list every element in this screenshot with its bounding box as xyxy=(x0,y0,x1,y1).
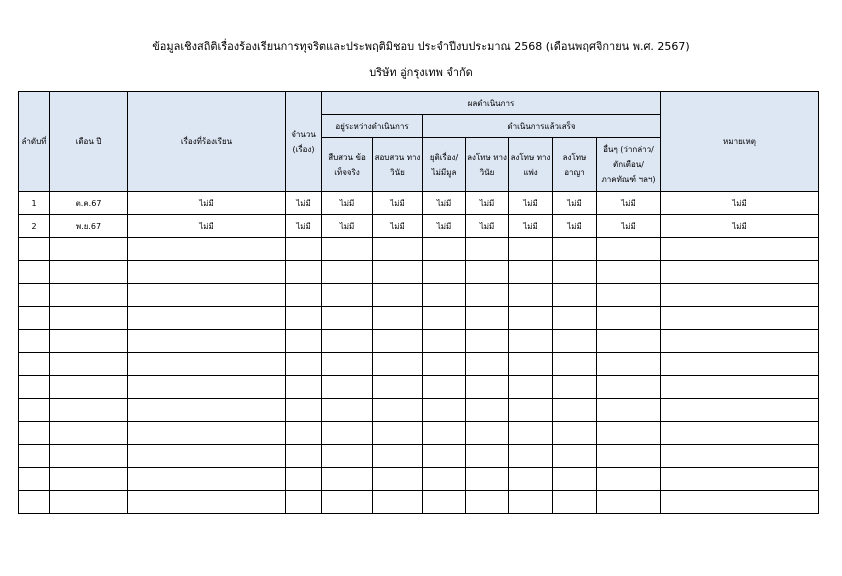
table-cell xyxy=(597,307,661,330)
table-cell xyxy=(597,491,661,514)
table-row xyxy=(19,330,819,353)
table-cell xyxy=(509,330,553,353)
table-cell xyxy=(286,445,322,468)
table-cell xyxy=(128,491,286,514)
table-cell xyxy=(373,468,423,491)
table-cell xyxy=(50,491,128,514)
table-cell xyxy=(322,261,373,284)
table-cell xyxy=(128,238,286,261)
table-cell xyxy=(661,491,819,514)
table-cell xyxy=(553,284,597,307)
table-row xyxy=(19,307,819,330)
table-cell xyxy=(597,468,661,491)
table-cell: ไม่มี xyxy=(509,215,553,238)
header-count: จำนวน (เรื่อง) xyxy=(286,92,322,192)
table-cell xyxy=(466,261,509,284)
table-cell xyxy=(19,422,50,445)
table-cell xyxy=(19,238,50,261)
table-cell xyxy=(423,376,466,399)
table-row xyxy=(19,422,819,445)
table-cell xyxy=(466,376,509,399)
table-cell xyxy=(553,468,597,491)
table-cell xyxy=(128,445,286,468)
table-cell xyxy=(553,238,597,261)
table-cell xyxy=(373,238,423,261)
header-no: ลำดับที่ xyxy=(19,92,50,192)
table-cell xyxy=(128,330,286,353)
table-cell xyxy=(466,238,509,261)
table-cell xyxy=(597,376,661,399)
table-cell xyxy=(423,353,466,376)
table-cell xyxy=(466,307,509,330)
table-cell xyxy=(19,468,50,491)
header-sub-terminated: ยุติเรื่อง/ ไม่มีมูล xyxy=(423,138,466,192)
table-cell xyxy=(19,353,50,376)
table-cell xyxy=(423,491,466,514)
table-cell xyxy=(128,468,286,491)
table-cell xyxy=(423,238,466,261)
table-cell xyxy=(128,399,286,422)
table-cell xyxy=(509,491,553,514)
table-cell xyxy=(661,238,819,261)
table-cell xyxy=(466,422,509,445)
table-cell xyxy=(50,468,128,491)
table-cell xyxy=(286,261,322,284)
table-cell xyxy=(373,491,423,514)
table-cell xyxy=(509,353,553,376)
table-cell xyxy=(466,445,509,468)
table-cell xyxy=(286,353,322,376)
table-cell: ไม่มี xyxy=(128,215,286,238)
table-cell xyxy=(661,376,819,399)
table-row xyxy=(19,353,819,376)
table-cell xyxy=(509,307,553,330)
table-cell xyxy=(373,422,423,445)
table-cell: ไม่มี xyxy=(597,215,661,238)
table-cell xyxy=(50,261,128,284)
table-cell xyxy=(553,330,597,353)
table-cell xyxy=(50,445,128,468)
table-cell xyxy=(553,491,597,514)
table-cell: ไม่มี xyxy=(661,215,819,238)
header-results: ผลดำเนินการ xyxy=(322,92,661,115)
table-cell xyxy=(286,399,322,422)
table-cell xyxy=(19,491,50,514)
table-cell xyxy=(423,330,466,353)
table-cell xyxy=(373,399,423,422)
table-cell xyxy=(322,284,373,307)
table-cell xyxy=(286,307,322,330)
table-row xyxy=(19,261,819,284)
table-cell: พ.ย.67 xyxy=(50,215,128,238)
table-cell xyxy=(373,330,423,353)
table-cell xyxy=(553,261,597,284)
table-cell: ไม่มี xyxy=(466,192,509,215)
table-cell xyxy=(661,307,819,330)
table-cell: ไม่มี xyxy=(322,192,373,215)
table-cell xyxy=(19,261,50,284)
header-in-progress: อยู่ระหว่างดำเนินการ xyxy=(322,115,423,138)
table-cell xyxy=(423,422,466,445)
table-cell xyxy=(597,261,661,284)
header-sub-investigation: สืบสวน ข้อเท็จจริง xyxy=(322,138,373,192)
table-cell xyxy=(423,468,466,491)
table-cell xyxy=(50,422,128,445)
table-row xyxy=(19,491,819,514)
table-cell xyxy=(50,376,128,399)
table-cell xyxy=(553,445,597,468)
table-cell xyxy=(128,307,286,330)
table-cell xyxy=(466,353,509,376)
table-cell xyxy=(286,422,322,445)
table-cell xyxy=(423,284,466,307)
table-cell xyxy=(50,330,128,353)
header-subject: เรื่องที่ร้องเรียน xyxy=(128,92,286,192)
table-body xyxy=(19,192,819,514)
table-cell xyxy=(373,445,423,468)
table-cell xyxy=(661,468,819,491)
header-sub-disciplinary-penalty: ลงโทษ ทางวินัย xyxy=(466,138,509,192)
table-cell: ไม่มี xyxy=(661,192,819,215)
table-cell xyxy=(128,422,286,445)
table-row xyxy=(19,399,819,422)
table-cell xyxy=(553,307,597,330)
table-cell xyxy=(322,238,373,261)
company-name: บริษัท อู่กรุงเทพ จำกัด xyxy=(369,66,473,79)
table-cell xyxy=(50,307,128,330)
table-cell: ไม่มี xyxy=(423,192,466,215)
table-cell xyxy=(373,261,423,284)
table-cell xyxy=(509,468,553,491)
table-row xyxy=(19,238,819,261)
table-cell xyxy=(466,284,509,307)
table-cell xyxy=(661,284,819,307)
table-cell xyxy=(19,330,50,353)
table-cell xyxy=(509,399,553,422)
table-cell: ไม่มี xyxy=(466,215,509,238)
header-sub-criminal-penalty: ลงโทษ อาญา xyxy=(553,138,597,192)
header-completed: ดำเนินการแล้วเสร็จ xyxy=(423,115,661,138)
table-cell xyxy=(286,330,322,353)
table-cell xyxy=(286,238,322,261)
table-row xyxy=(19,445,819,468)
header-month: เดือน ปี xyxy=(50,92,128,192)
table-cell: ต.ค.67 xyxy=(50,192,128,215)
table-cell xyxy=(553,376,597,399)
table-cell: ไม่มี xyxy=(509,192,553,215)
table-cell xyxy=(128,353,286,376)
table-cell xyxy=(128,376,286,399)
table-cell xyxy=(553,353,597,376)
table-cell xyxy=(661,399,819,422)
table-cell xyxy=(661,261,819,284)
table-cell xyxy=(322,491,373,514)
table-cell xyxy=(597,238,661,261)
table-cell xyxy=(509,238,553,261)
table-cell xyxy=(509,445,553,468)
table-cell: ไม่มี xyxy=(553,215,597,238)
table-cell xyxy=(50,399,128,422)
table-cell xyxy=(50,284,128,307)
table-cell xyxy=(509,261,553,284)
table-cell xyxy=(286,284,322,307)
table-cell: ไม่มี xyxy=(286,192,322,215)
document-title: ข้อมูลเชิงสถิติเรื่องร้องเรียนการทุจริตและประพฤติมิชอบ ประจำปีงบประมาณ 2568 (เดือนพฤศจิกายน พ.ศ. 2567) xyxy=(152,40,690,53)
table-cell: 1 xyxy=(19,192,50,215)
table-cell xyxy=(322,445,373,468)
table-cell xyxy=(128,284,286,307)
table-cell: ไม่มี xyxy=(373,192,423,215)
table-cell xyxy=(19,284,50,307)
table-cell xyxy=(373,284,423,307)
table-cell xyxy=(19,445,50,468)
table-cell xyxy=(322,307,373,330)
table-cell: ไม่มี xyxy=(553,192,597,215)
table-cell xyxy=(553,422,597,445)
header-sub-other: อื่นๆ (ว่ากล่าว/ ตักเตือน/ ภาคทัณฑ์ ฯลฯ) xyxy=(597,138,661,192)
table-cell xyxy=(597,399,661,422)
table-cell xyxy=(509,284,553,307)
complaint-statistics-table xyxy=(18,91,819,514)
table-cell xyxy=(466,330,509,353)
table-cell xyxy=(19,399,50,422)
table-cell xyxy=(373,353,423,376)
table-cell xyxy=(661,422,819,445)
table-cell: ไม่มี xyxy=(128,192,286,215)
table-cell xyxy=(597,284,661,307)
table-cell: ไม่มี xyxy=(286,215,322,238)
table-cell xyxy=(322,376,373,399)
table-cell xyxy=(373,376,423,399)
table-cell xyxy=(50,238,128,261)
table-cell xyxy=(322,468,373,491)
table-cell xyxy=(466,468,509,491)
table-row xyxy=(19,284,819,307)
table-cell xyxy=(509,422,553,445)
table-cell xyxy=(597,330,661,353)
table-cell: ไม่มี xyxy=(597,192,661,215)
table-cell xyxy=(423,261,466,284)
table-cell xyxy=(553,399,597,422)
header-sub-disciplinary-inquiry: สอบสวน ทางวินัย xyxy=(373,138,423,192)
table-cell xyxy=(661,353,819,376)
table-cell xyxy=(509,376,553,399)
table-cell xyxy=(322,330,373,353)
table-cell xyxy=(50,353,128,376)
table-cell: ไม่มี xyxy=(373,215,423,238)
table-cell xyxy=(466,491,509,514)
table-cell xyxy=(322,399,373,422)
table-cell xyxy=(286,491,322,514)
table-cell xyxy=(128,261,286,284)
table-cell xyxy=(286,468,322,491)
header-remarks: หมายเหตุ xyxy=(661,92,819,192)
table-cell xyxy=(322,353,373,376)
table-cell xyxy=(322,422,373,445)
table-cell xyxy=(597,353,661,376)
table-row xyxy=(19,192,819,215)
table-cell xyxy=(19,376,50,399)
table-cell xyxy=(423,399,466,422)
table-cell xyxy=(661,330,819,353)
table-cell xyxy=(423,307,466,330)
table-cell xyxy=(597,422,661,445)
table-cell xyxy=(286,376,322,399)
table-cell xyxy=(423,445,466,468)
header-sub-civil-penalty: ลงโทษ ทางแพ่ง xyxy=(509,138,553,192)
table-cell xyxy=(661,445,819,468)
table-row xyxy=(19,468,819,491)
table-cell: ไม่มี xyxy=(423,215,466,238)
table-cell xyxy=(19,307,50,330)
table-row xyxy=(19,376,819,399)
table-row xyxy=(19,215,819,238)
table-cell: 2 xyxy=(19,215,50,238)
table-cell xyxy=(373,307,423,330)
table-cell: ไม่มี xyxy=(322,215,373,238)
table-cell xyxy=(597,445,661,468)
table-cell xyxy=(466,399,509,422)
